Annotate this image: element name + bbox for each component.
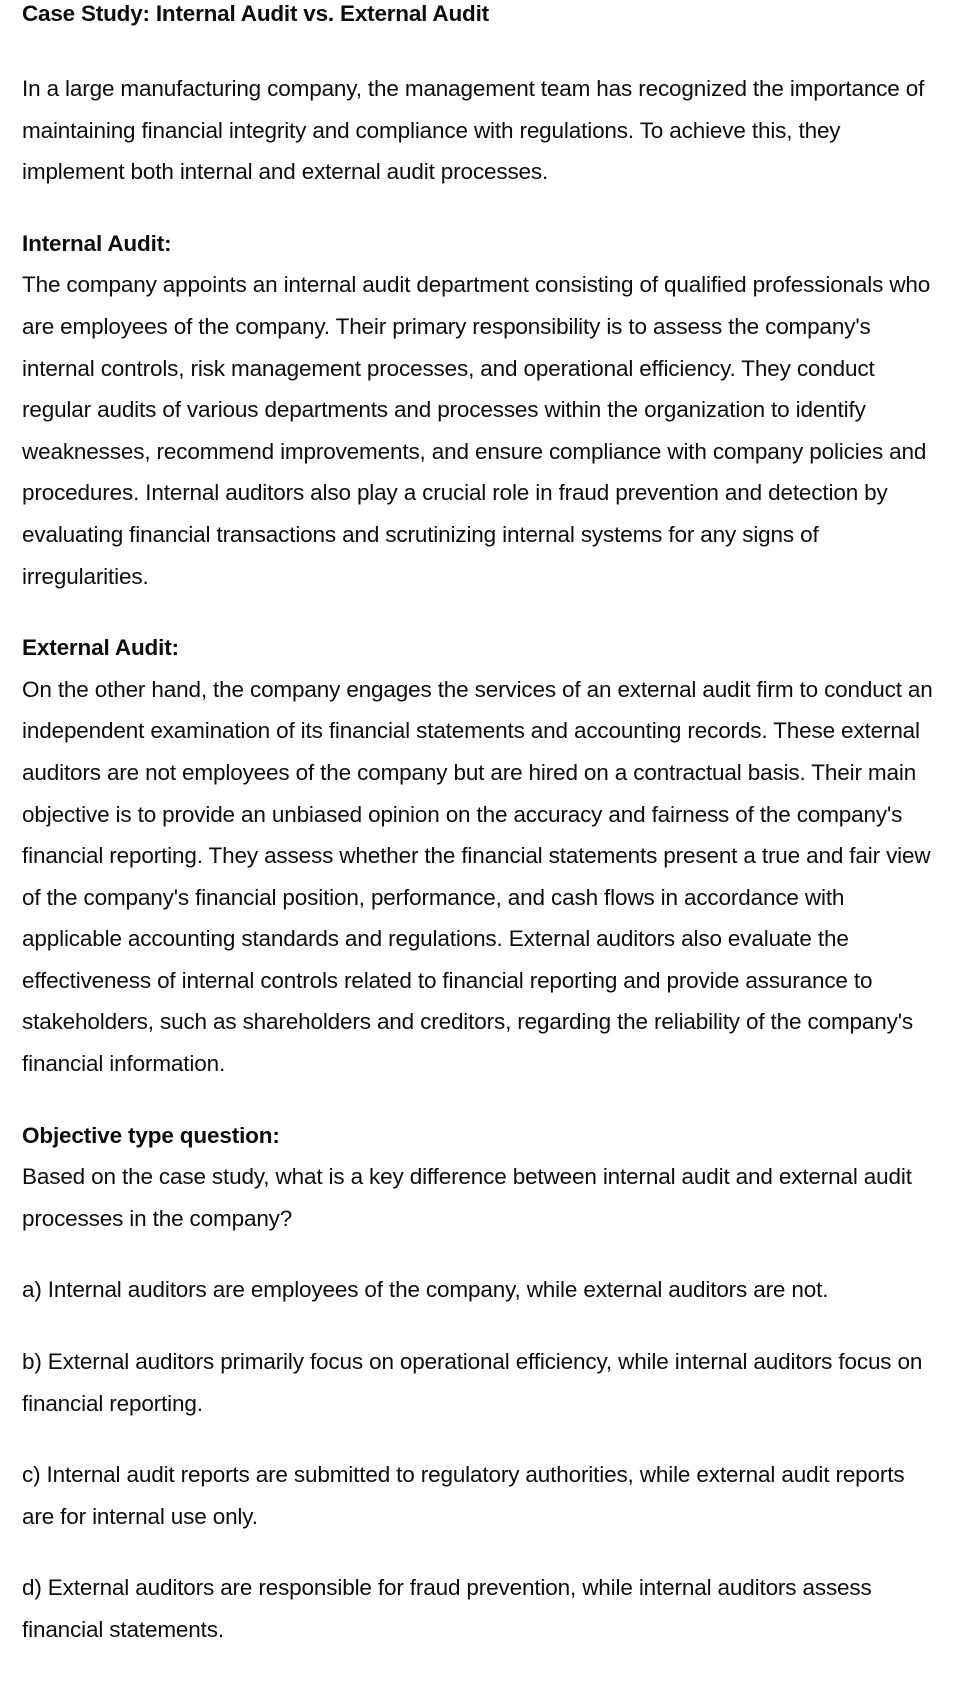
internal-audit-body: The company appoints an internal audit department consisting of qualified professionals who are employees of the company. Their primary responsibility is to assess the company's internal controls, risk management processes, and operational efficiency. They conduct regular audits of various departments and processes within the organization to identify weaknesses, recommend improvements, and ensure compliance with company policies and procedures. Internal auditors also play a crucial role in fraud prevention and detection by evaluating financial transactions and scrutinizing internal systems for any signs of irregularities. [22, 272, 931, 589]
option-b: b) External auditors primarily focus on operational efficiency, while internal auditors focus on financial reporting. [22, 1349, 923, 1416]
option-a: a) Internal auditors are employees of the company, while external auditors are not. [22, 1277, 829, 1303]
question-prompt: Based on the case study, what is a key difference between internal audit and external audit processes in the company? [22, 1164, 912, 1231]
document-title: Case Study: Internal Audit vs. External Audit [22, 1, 489, 26]
internal-audit-heading: Internal Audit: [22, 230, 172, 256]
option-d: d) External auditors are responsible for fraud prevention, while internal auditors assess financial statements. [22, 1575, 872, 1642]
external-audit-heading: External Audit: [22, 635, 179, 661]
question-heading: Objective type question: [22, 1122, 280, 1148]
external-audit-body: On the other hand, the company engages the services of an external audit firm to conduct an independent examination of its financial statements and accounting records. These external auditors are not employees of the company but are hired on a contractual basis. Their main objective is to provide an unbiased opinion on the accuracy and fairness of the company's financial reporting. They assess whether the financial statements present a true and fair view of the company's financial position, performance, and cash flows in accordance with applicable accounting standards and regulations. External auditors also evaluate the effectiveness of internal controls related to financial reporting and provide assurance to stakeholders, such as shareholders and creditors, regarding the reliability of the company's financial information. [22, 676, 933, 1077]
option-c: c) Internal audit reports are submitted to regulatory authorities, while external audit reports are for internal use only. [22, 1462, 905, 1529]
intro-paragraph: In a large manufacturing company, the management team has recognized the importance of maintaining financial integrity and compliance with regulations. To achieve this, they implement both internal and external audit processes. [22, 76, 925, 185]
